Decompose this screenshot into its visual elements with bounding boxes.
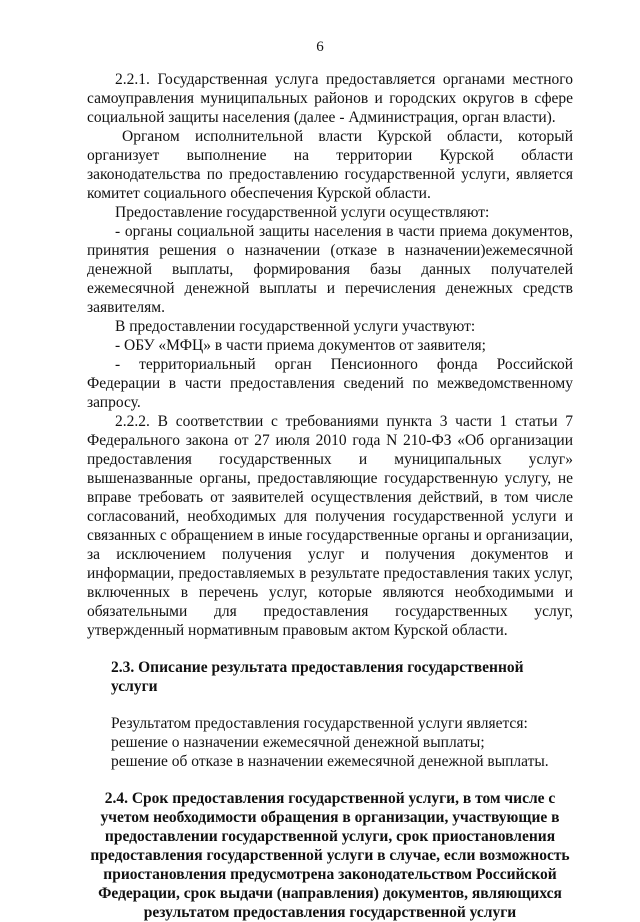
result-intro: Результатом предоставления государственной услуги является: bbox=[111, 715, 528, 732]
heading-2-4-line-6: Федерации, срок выдачи (направления) документов, являющихся bbox=[98, 885, 562, 902]
document-body bbox=[87, 70, 573, 922]
paragraph-2-2-2: 2.2.2. В соответствии с требованиями пункта 3 части 1 статьи 7 Федерального закона от 27 июля 2010 года N 210-ФЗ «Об организации предоставления государственных и муниципальных услуг» вышеназванные органы, предоставляющие государственную услугу, не вправе требовать от заявителей осуществления действий, в том числе согласований, необходимых для получения государственной услуги и связанных с обращением в иные государственные органы и организации, за исключением получения услуг и получения документов и информации, предоставляемых в результате предоставления таких услуг, включенных в перечень услуг, которые являются необходимыми и обязательными для предоставления государственных услуг, утвержденный нормативным правовым актом Курской области. bbox=[87, 413, 573, 639]
paragraph-executive-authority: Органом исполнительной власти Курской области, который организует выполнение на территории Курской области законодательства по предоставлению государственной услуги, является комитет социального обеспечения Курской области. bbox=[87, 128, 573, 202]
heading-2-4-line-4: предоставления государственной услуги в случае, если возможность bbox=[90, 847, 570, 864]
paragraph-pension-fund: - территориальный орган Пенсионного фонда Российской Федерации в части предоставления сведений по межведомственному запросу. bbox=[87, 356, 573, 411]
paragraph-social-protection-bodies: - органы социальной защиты населения в части приема документов, принятия решения о назначении (отказе в назначении)ежемесячной денежной выплаты, формирования базы данных получателей ежемесячной денежной выплаты и перечисления денежных средств заявителям. bbox=[87, 223, 573, 316]
result-item-grant: решение о назначении ежемесячной денежной выплаты; bbox=[111, 734, 485, 751]
heading-2-4-line-5: приостановления предусмотрена законодательством Российской bbox=[103, 866, 557, 883]
heading-2-4-line-7: результатом предоставления государственной услуги bbox=[143, 904, 517, 921]
heading-2-4-line-1: 2.4. Срок предоставления государственной услуги, в том числе с bbox=[104, 790, 556, 807]
result-item-refusal: решение об отказе в назначении ежемесячной денежной выплаты. bbox=[111, 753, 549, 770]
result-list bbox=[87, 714, 573, 771]
section-heading-2-3: 2.3. Описание результата предоставления государственной услуги bbox=[111, 659, 524, 695]
heading-2-4-line-3: предоставлении государственной услуги, срок приостановления bbox=[104, 828, 556, 845]
paragraph-participants-intro: В предоставлении государственной услуги участвуют: bbox=[115, 318, 476, 335]
heading-2-4-line-2: учетом необходимости обращения в организации, участвующие в bbox=[100, 809, 560, 826]
page-number: 6 bbox=[316, 39, 324, 55]
section-heading-2-4 bbox=[87, 789, 573, 922]
paragraph-providers-intro: Предоставление государственной услуги осуществляют: bbox=[115, 204, 490, 221]
paragraph-2-2-1: 2.2.1. Государственная услуга предоставляется органами местного самоуправления муниципальных районов и городских округов в сфере социальной защиты населения (далее - Администрация, орган власти). bbox=[87, 71, 573, 126]
paragraph-mfc: - ОБУ «МФЦ» в части приема документов от заявителя; bbox=[115, 337, 486, 354]
